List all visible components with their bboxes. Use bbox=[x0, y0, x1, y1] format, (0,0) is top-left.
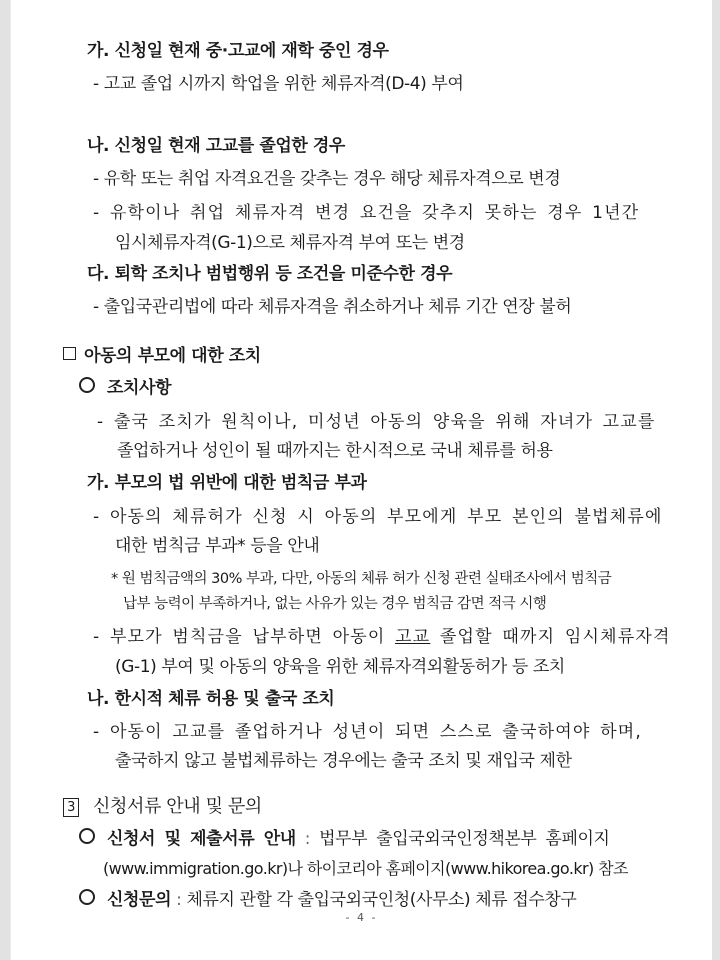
bullet-cancel-status: - 출입국관리법에 따라 체류자격을 취소하거나 체류 기간 연장 불허 bbox=[93, 297, 572, 317]
docs-guide-urls: (www.immigration.go.kr)나 하이코리아 홈페이지(www.hikorea.go.kr) 참조 bbox=[103, 859, 628, 878]
bullet-g1-parents-cont: (G-1) 부여 및 아동의 양육을 위한 체류자격외활동허가 등 조치 bbox=[115, 657, 565, 677]
bullet-fine-notice-cont: 대한 범칙금 부과* 등을 안내 bbox=[115, 536, 320, 556]
contact-inquiry bbox=[79, 889, 576, 911]
heading-ga-enrolled: 가. 신청일 현재 중·고교에 재학 중인 경우 bbox=[87, 41, 389, 61]
bullet-d4: - 고교 졸업 시까지 학업을 위한 체류자격(D-4) 부여 bbox=[93, 74, 464, 94]
docs-guide bbox=[79, 828, 610, 850]
bullet-g1-change: - 유학이나 취업 체류자격 변경 요건을 갖추지 못하는 경우 1년간 bbox=[93, 203, 640, 223]
bullet-departure-principle-cont: 졸업하거나 성인이 될 때까지는 한시적으로 국내 체류를 허용 bbox=[117, 441, 553, 461]
contact-inquiry-text: 체류지 관할 각 출입국외국인청(사무소) 체류 접수창구 bbox=[186, 890, 577, 910]
footnote-fine-rate: * 원 범칙금액의 30% 부과, 다만, 아동의 체류 허가 신청 관련 실태조사에서 범칙금 bbox=[111, 571, 612, 587]
bullet-g1-parents-suffix: 졸업할 때까지 임시체류자격 bbox=[430, 627, 671, 647]
bullet-g1-parents bbox=[93, 626, 671, 648]
heading-ga-fine: 가. 부모의 법 위반에 대한 범칙금 부과 bbox=[87, 473, 367, 493]
heading-na-graduated: 나. 신청일 현재 고교를 졸업한 경우 bbox=[87, 136, 345, 156]
circle-bullet-icon bbox=[79, 828, 95, 844]
docs-guide-label: 신청서 및 제출서류 안내 bbox=[107, 829, 296, 849]
bullet-self-departure: - 아동이 고교를 졸업하거나 성년이 되면 스스로 출국하여야 하며, bbox=[93, 722, 642, 742]
bullet-self-departure-cont: 출국하지 않고 불법체류하는 경우에는 출국 조치 및 재입국 제한 bbox=[115, 751, 572, 771]
document-page bbox=[10, 0, 712, 960]
bullet-fine-notice: - 아동의 체류허가 신청 시 아동의 부모에게 부모 본인의 불법체류에 bbox=[93, 507, 663, 527]
circle-bullet-icon bbox=[79, 889, 95, 905]
square-bullet-icon bbox=[63, 347, 76, 360]
section-parents-title: 아동의 부모에 대한 조치 bbox=[84, 346, 261, 366]
circle-bullet-icon bbox=[79, 377, 95, 393]
subsection-measures-title: 조치사항 bbox=[107, 378, 172, 398]
bullet-g1-change-cont: 임시체류자격(G-1)으로 체류자격 부여 또는 변경 bbox=[115, 233, 465, 253]
underlined-highschool: 고교 bbox=[395, 627, 431, 647]
bullet-departure-principle: - 출국 조치가 원칙이나, 미성년 아동의 양육을 위해 자녀가 고교를 bbox=[97, 412, 656, 432]
bullet-g1-parents-prefix: - 부모가 범칙금을 납부하면 아동이 bbox=[93, 627, 396, 647]
heading-na-temporary: 나. 한시적 체류 허용 및 출국 조치 bbox=[87, 689, 335, 709]
page-number: - 4 - bbox=[345, 911, 378, 924]
subsection-measures bbox=[79, 377, 171, 399]
section-inquiry bbox=[63, 796, 262, 818]
docs-guide-separator: : bbox=[295, 829, 320, 849]
section-inquiry-title: 신청서류 안내 및 문의 bbox=[93, 796, 262, 817]
heading-da-violation: 다. 퇴학 조치나 범법행위 등 조건을 미준수한 경우 bbox=[87, 264, 453, 284]
footnote-fine-rate-cont: 납부 능력이 부족하거나, 없는 사유가 있는 경우 범칙금 감면 적극 시행 bbox=[123, 596, 547, 612]
section-parents bbox=[63, 345, 261, 367]
contact-inquiry-label: 신청문의 bbox=[107, 890, 172, 910]
section-number-box: 3 bbox=[63, 798, 79, 817]
docs-guide-text: 법무부 출입국외국인정책본부 홈페이지 bbox=[319, 829, 610, 849]
bullet-study-work: - 유학 또는 취업 자격요건을 갖추는 경우 해당 체류자격으로 변경 bbox=[93, 169, 561, 189]
contact-inquiry-separator: : bbox=[171, 890, 187, 910]
